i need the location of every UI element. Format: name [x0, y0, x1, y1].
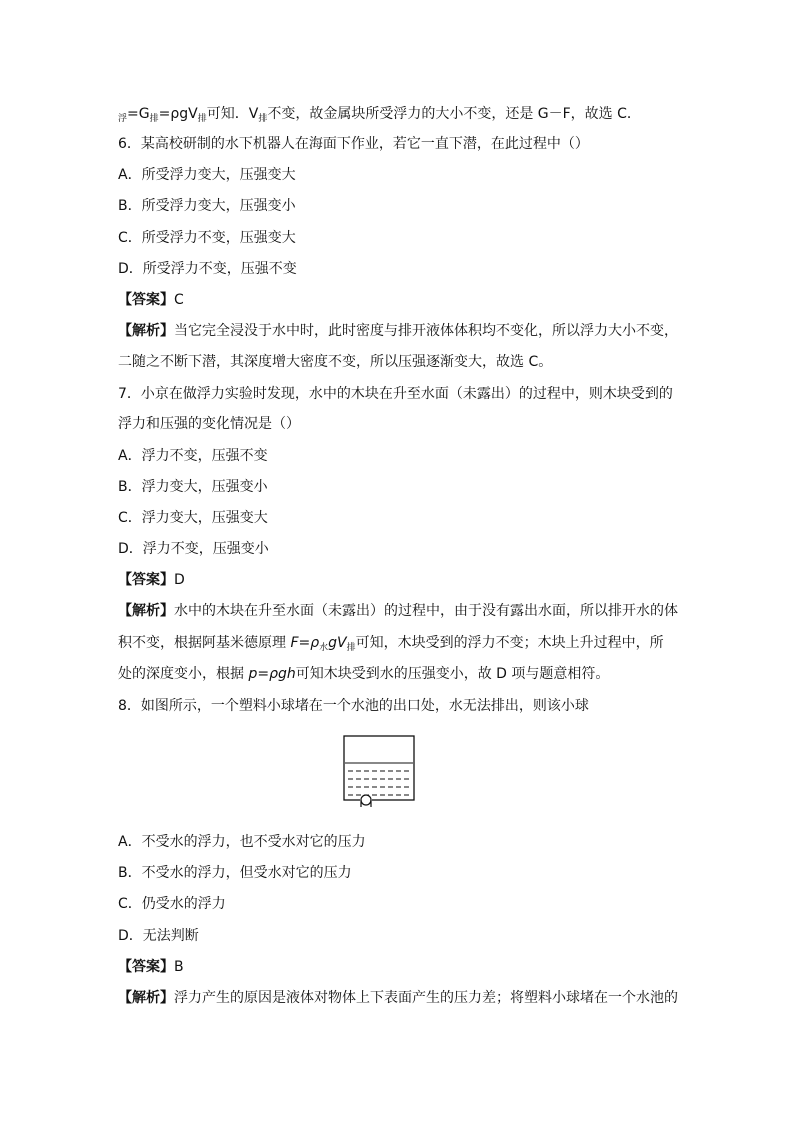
question-6-stem: 6．某高校研制的水下机器人在海面下作业，若它一直下潜，在此过程中（）	[118, 136, 589, 152]
answer-value: C	[174, 292, 184, 308]
subscript: 排	[346, 643, 356, 653]
analysis-label: 【解析】	[118, 990, 174, 1006]
analysis-text: 积不变，根据阿基米德原理	[118, 635, 291, 651]
analysis-label: 【解析】	[118, 603, 174, 619]
text: =ρgV	[158, 106, 198, 122]
text: 可知．V	[206, 106, 259, 122]
answer-value: B	[174, 959, 184, 975]
subscript: 排	[258, 114, 268, 124]
q6-option-b: B．所受浮力变大，压强变小	[118, 198, 296, 214]
text: 不变，故金属块所受浮力的大小不变，还是 G－F，故选 C．	[267, 106, 641, 122]
q6-option-a: A．所受浮力变大，压强变大	[118, 167, 296, 183]
analysis-label: 【解析】	[118, 323, 174, 339]
q6-option-c: C．所受浮力不变，压强变大	[118, 230, 296, 246]
formula: F	[290, 635, 299, 651]
formula: p=ρgh	[248, 666, 296, 682]
tank-outline	[344, 736, 414, 800]
answer-label: 【答案】	[118, 959, 174, 975]
q7-option-a: A．浮力不变，压强不变	[118, 448, 268, 464]
analysis-text: 处的深度变小，根据	[118, 666, 249, 682]
subscript: 排	[149, 114, 159, 124]
q7-option-c: C．浮力变大，压强变大	[118, 510, 268, 526]
q7-analysis-line-3	[118, 664, 609, 684]
water-tank-figure	[343, 735, 417, 809]
q7-analysis-line-2	[118, 633, 664, 655]
q6-option-d: D．所受浮力不变，压强不变	[118, 261, 297, 277]
analysis-text: 水中的木块在升至水面（未露出）的过程中，由于没有露出水面，所以排开水的体	[174, 603, 678, 619]
subscript: 水	[319, 643, 329, 653]
q6-analysis-line-2: 二随之不断下潜，其深度增大密度不变，所以压强逐渐变大，故选 C。	[118, 354, 553, 370]
q8-option-a: A．不受水的浮力，也不受水对它的压力	[118, 834, 366, 850]
q7-option-b: B．浮力变大，压强变小	[118, 479, 268, 495]
q6-analysis-line-1	[118, 321, 678, 341]
question-7-stem-line-2: 浮力和压强的变化情况是（）	[118, 416, 300, 432]
q8-option-d: D．无法判断	[118, 928, 199, 944]
q6-answer	[118, 290, 184, 310]
formula: gV	[328, 635, 347, 651]
q8-answer	[118, 957, 184, 977]
q7-analysis-line-1	[118, 601, 678, 621]
text: =G	[127, 106, 150, 122]
analysis-text: 浮力产生的原因是液体对物体上下表面产生的压力差；将塑料小球堵在一个水池的	[174, 990, 678, 1006]
formula: =ρ	[298, 635, 320, 651]
continuation-line	[118, 104, 641, 126]
subscript: 浮	[118, 114, 128, 124]
question-7-stem-line-1: 7．小京在做浮力实验时发现，水中的木块在升至水面（未露出）的过程中，则木块受到的	[118, 386, 673, 402]
answer-value: D	[174, 572, 185, 588]
answer-label: 【答案】	[118, 572, 174, 588]
subscript: 排	[197, 114, 207, 124]
q7-answer	[118, 570, 185, 590]
q8-option-b: B．不受水的浮力，但受水对它的压力	[118, 865, 352, 881]
question-8-stem: 8．如图所示，一个塑料小球堵在一个水池的出口处，水无法排出，则该小球	[118, 698, 589, 714]
q8-option-c: C．仍受水的浮力	[118, 896, 226, 912]
q7-option-d: D．浮力不变，压强变小	[118, 541, 269, 557]
plastic-ball	[361, 795, 371, 805]
analysis-text: 当它完全浸没于水中时，此时密度与排开液体体积均不变化，所以浮力大小不变，	[174, 323, 678, 339]
q8-analysis-line-1	[118, 988, 678, 1008]
analysis-text: 可知，木块受到的浮力不变；木块上升过程中，所	[355, 635, 664, 651]
answer-label: 【答案】	[118, 292, 174, 308]
analysis-text: 可知木块受到水的压强变小，故 D 项与题意相符。	[295, 666, 610, 682]
